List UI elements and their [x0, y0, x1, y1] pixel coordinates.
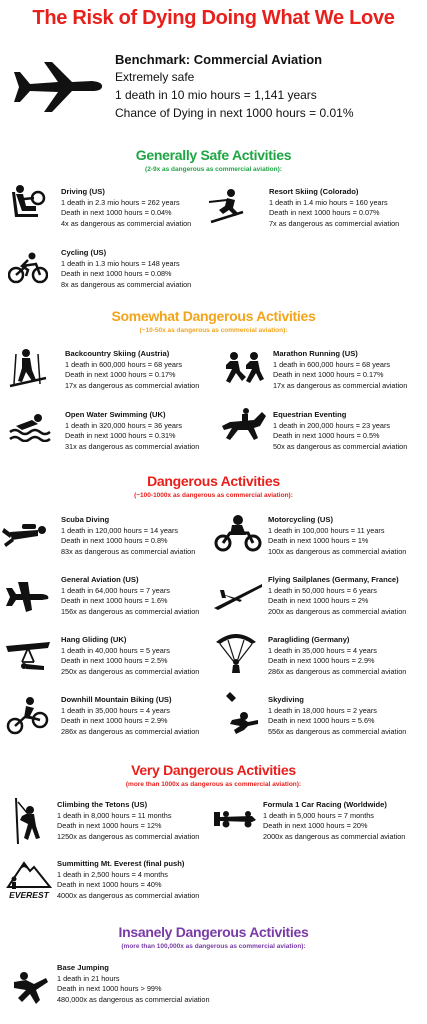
activity-line: Death in next 1000 hours = 0.04% [61, 208, 172, 218]
activity-downhill-mountain-biking [61, 695, 226, 737]
activity-line: 83x as dangerous as commercial aviation [61, 546, 196, 556]
backcountry-skier-icon [8, 348, 48, 388]
activity-name: Base Jumping [57, 963, 109, 972]
activity-motorcycling [268, 515, 427, 557]
activity-summitting-everest [57, 859, 222, 901]
section-subtitle: (more than 100,000x as dangerous as commercial aviation): [121, 943, 306, 950]
activity-line: 1 death in 8,000 hours = 11 months [57, 810, 172, 820]
activity-line: 1 death in 320,000 hours = 36 years [65, 420, 183, 430]
activity-line: 480,000x as dangerous as commercial aviation [57, 994, 210, 1004]
everest-icon [6, 855, 52, 901]
benchmark-line: Chance of Dying in next 1000 hours = 0.01% [115, 106, 354, 120]
activity-line: 17x as dangerous as commercial aviation [65, 380, 200, 390]
section-subtitle: (~100-1000x as dangerous as commercial aviation): [134, 492, 293, 499]
activity-name: Resort Skiing (Colorado) [269, 187, 359, 196]
activity-line: 1 death in 35,000 hours = 4 years [268, 645, 377, 655]
glider-icon [212, 580, 264, 612]
activity-line: 286x as dangerous as commercial aviation [61, 726, 200, 736]
activity-name: Hang Gliding (UK) [61, 635, 127, 644]
activity-line: 1 death in 600,000 hours = 68 years [65, 359, 183, 369]
section-title-generally-safe: Generally Safe Activities [135, 147, 292, 163]
activity-line: Death in next 1000 hours = 5.6% [268, 716, 375, 726]
activity-name: Scuba Diving [61, 515, 110, 524]
activity-flying-sailplanes [268, 575, 427, 617]
section-title-dangerous: Dangerous Activities [147, 473, 280, 489]
activity-line: Death in next 1000 hours = 40% [57, 880, 162, 890]
activity-line: Death in next 1000 hours = 0.31% [65, 431, 176, 441]
benchmark-line: 1 death in 10 mio hours = 1,141 years [115, 88, 317, 102]
activity-line: Death in next 1000 hours = 1% [268, 536, 369, 546]
activity-name: Cycling (US) [61, 248, 107, 257]
driver-icon [8, 184, 48, 220]
skydiver-icon [222, 690, 262, 736]
activity-skydiving [268, 695, 427, 737]
activity-line: 8x as dangerous as commercial aviation [61, 279, 192, 289]
everest-label: EVEREST [9, 890, 49, 900]
activity-line: 1 death in 120,000 hours = 14 years [61, 525, 179, 535]
activity-equestrian-eventing [273, 410, 427, 452]
activity-line: Death in next 1000 hours = 2.5% [61, 656, 168, 666]
section-title-somewhat-dangerous: Somewhat Dangerous Activities [111, 308, 316, 324]
activity-line: 200x as dangerous as commercial aviation [268, 606, 407, 616]
activity-backcountry-skiing [65, 349, 230, 391]
activity-line: Death in next 1000 hours = 0.8% [61, 536, 168, 546]
activity-paragliding [268, 635, 427, 677]
activity-line: 1 death in 1.4 mio hours = 160 years [269, 197, 388, 207]
race-car-icon [212, 810, 258, 828]
motorcycle-icon [214, 515, 262, 553]
activity-line: Death in next 1000 hours = 0.17% [65, 370, 176, 380]
activity-driving [61, 187, 226, 229]
activity-name: Skydiving [268, 695, 304, 704]
section-subtitle: (more than 1000x as dangerous as commercial aviation): [125, 781, 302, 788]
activity-name: Summitting Mt. Everest (final push) [57, 859, 185, 868]
activity-line: Death in next 1000 hours = 0.17% [273, 370, 384, 380]
runners-icon [222, 351, 266, 387]
page-title: The Risk of Dying Doing What We Love [32, 7, 395, 29]
scuba-diver-icon [2, 520, 50, 548]
activity-line: 556x as dangerous as commercial aviation [268, 726, 407, 736]
swimmer-icon [8, 412, 52, 442]
activity-resort-skiing [269, 187, 427, 229]
activity-line: Death in next 1000 hours = 2.9% [268, 656, 375, 666]
section-subtitle: (2-9x as dangerous as commercial aviation): [145, 166, 282, 173]
benchmark-title: Benchmark: Commercial Aviation [115, 52, 323, 67]
activity-line: 1 death in 35,000 hours = 4 years [61, 705, 170, 715]
activity-line: 1 death in 1.3 mio hours = 148 years [61, 258, 180, 268]
airplane-icon [10, 58, 105, 116]
activity-line: 1 death in 40,000 hours = 5 years [61, 645, 170, 655]
activity-line: Death in next 1000 hours = 1.6% [61, 596, 168, 606]
activity-name: Driving (US) [61, 187, 105, 196]
skier-icon [205, 188, 247, 224]
activity-line: 1 death in 600,000 hours = 68 years [273, 359, 391, 369]
activity-line: 1 death in 64,000 hours = 7 years [61, 585, 170, 595]
activity-line: 31x as dangerous as commercial aviation [65, 441, 200, 451]
activity-line: Death in next 1000 hours > 99% [57, 984, 162, 994]
activity-line: 1 death in 5,000 hours = 7 months [263, 810, 374, 820]
activity-cycling [61, 248, 226, 290]
activity-formula-1-racing [263, 800, 427, 842]
activity-line: 1 death in 2.3 mio hours = 262 years [61, 197, 180, 207]
activity-line: 156x as dangerous as commercial aviation [61, 606, 200, 616]
activity-line: 1 death in 2,500 hours = 4 months [57, 869, 168, 879]
activity-line: 1 death in 21 hours [57, 973, 120, 983]
activity-open-water-swimming [65, 410, 230, 452]
activity-name: Motorcycling (US) [268, 515, 333, 524]
activity-name: Open Water Swimming (UK) [65, 410, 166, 419]
activity-marathon-running [273, 349, 427, 391]
horse-rider-icon [220, 408, 268, 446]
activity-general-aviation [61, 575, 226, 617]
activity-line: 17x as dangerous as commercial aviation [273, 380, 408, 390]
activity-scuba-diving [61, 515, 226, 557]
activity-line: 286x as dangerous as commercial aviation [268, 666, 407, 676]
activity-base-jumping [57, 963, 222, 1005]
section-title-insanely-dangerous: Insanely Dangerous Activities [118, 924, 309, 940]
activity-name: Climbing the Tetons (US) [57, 800, 148, 809]
activity-name: Marathon Running (US) [273, 349, 358, 358]
activity-line: 1250x as dangerous as commercial aviation [57, 831, 200, 841]
activity-hang-gliding [61, 635, 226, 677]
section-title-very-dangerous: Very Dangerous Activities [131, 762, 296, 778]
activity-climbing-the-tetons [57, 800, 222, 842]
activity-line: 100x as dangerous as commercial aviation [268, 546, 407, 556]
section-subtitle: (~10-50x as dangerous as commercial aviation): [139, 327, 288, 334]
activity-line: 4x as dangerous as commercial aviation [61, 218, 192, 228]
activity-line: Death in next 1000 hours = 2.9% [61, 716, 168, 726]
activity-line: 2000x as dangerous as commercial aviation [263, 831, 406, 841]
activity-name: Downhill Mountain Biking (US) [61, 695, 172, 704]
activity-line: Death in next 1000 hours = 0.5% [273, 431, 380, 441]
activity-line: 50x as dangerous as commercial aviation [273, 441, 408, 451]
activity-name: Equestrian Eventing [273, 410, 347, 419]
base-jumper-icon [10, 968, 50, 1008]
activity-name: Paragliding (Germany) [268, 635, 350, 644]
cyclist-icon [8, 252, 48, 284]
mountain-biker-icon [6, 696, 50, 736]
activity-line: Death in next 1000 hours = 20% [263, 821, 368, 831]
activity-line: 1 death in 50,000 hours = 6 years [268, 585, 377, 595]
activity-line: 4000x as dangerous as commercial aviation [57, 890, 200, 900]
activity-line: 1 death in 200,000 hours = 23 years [273, 420, 391, 430]
activity-line: 250x as dangerous as commercial aviation [61, 666, 200, 676]
activity-line: 1 death in 100,000 hours = 11 years [268, 525, 385, 535]
activity-name: Backcountry Skiing (Austria) [65, 349, 170, 358]
benchmark-line: Extremely safe [115, 70, 195, 84]
small-plane-icon [4, 580, 50, 614]
activity-line: 7x as dangerous as commercial aviation [269, 218, 400, 228]
activity-line: Death in next 1000 hours = 0.07% [269, 208, 380, 218]
hang-glider-icon [4, 640, 52, 674]
activity-name: Flying Sailplanes (Germany, France) [268, 575, 399, 584]
activity-line: 1 death in 18,000 hours = 2 years [268, 705, 377, 715]
paraglider-icon [214, 632, 258, 674]
activity-name: Formula 1 Car Racing (Worldwide) [263, 800, 387, 809]
activity-name: General Aviation (US) [61, 575, 139, 584]
climber-icon [14, 798, 44, 844]
activity-line: Death in next 1000 hours = 0.08% [61, 269, 172, 279]
activity-line: Death in next 1000 hours = 12% [57, 821, 162, 831]
activity-line: Death in next 1000 hours = 2% [268, 596, 369, 606]
